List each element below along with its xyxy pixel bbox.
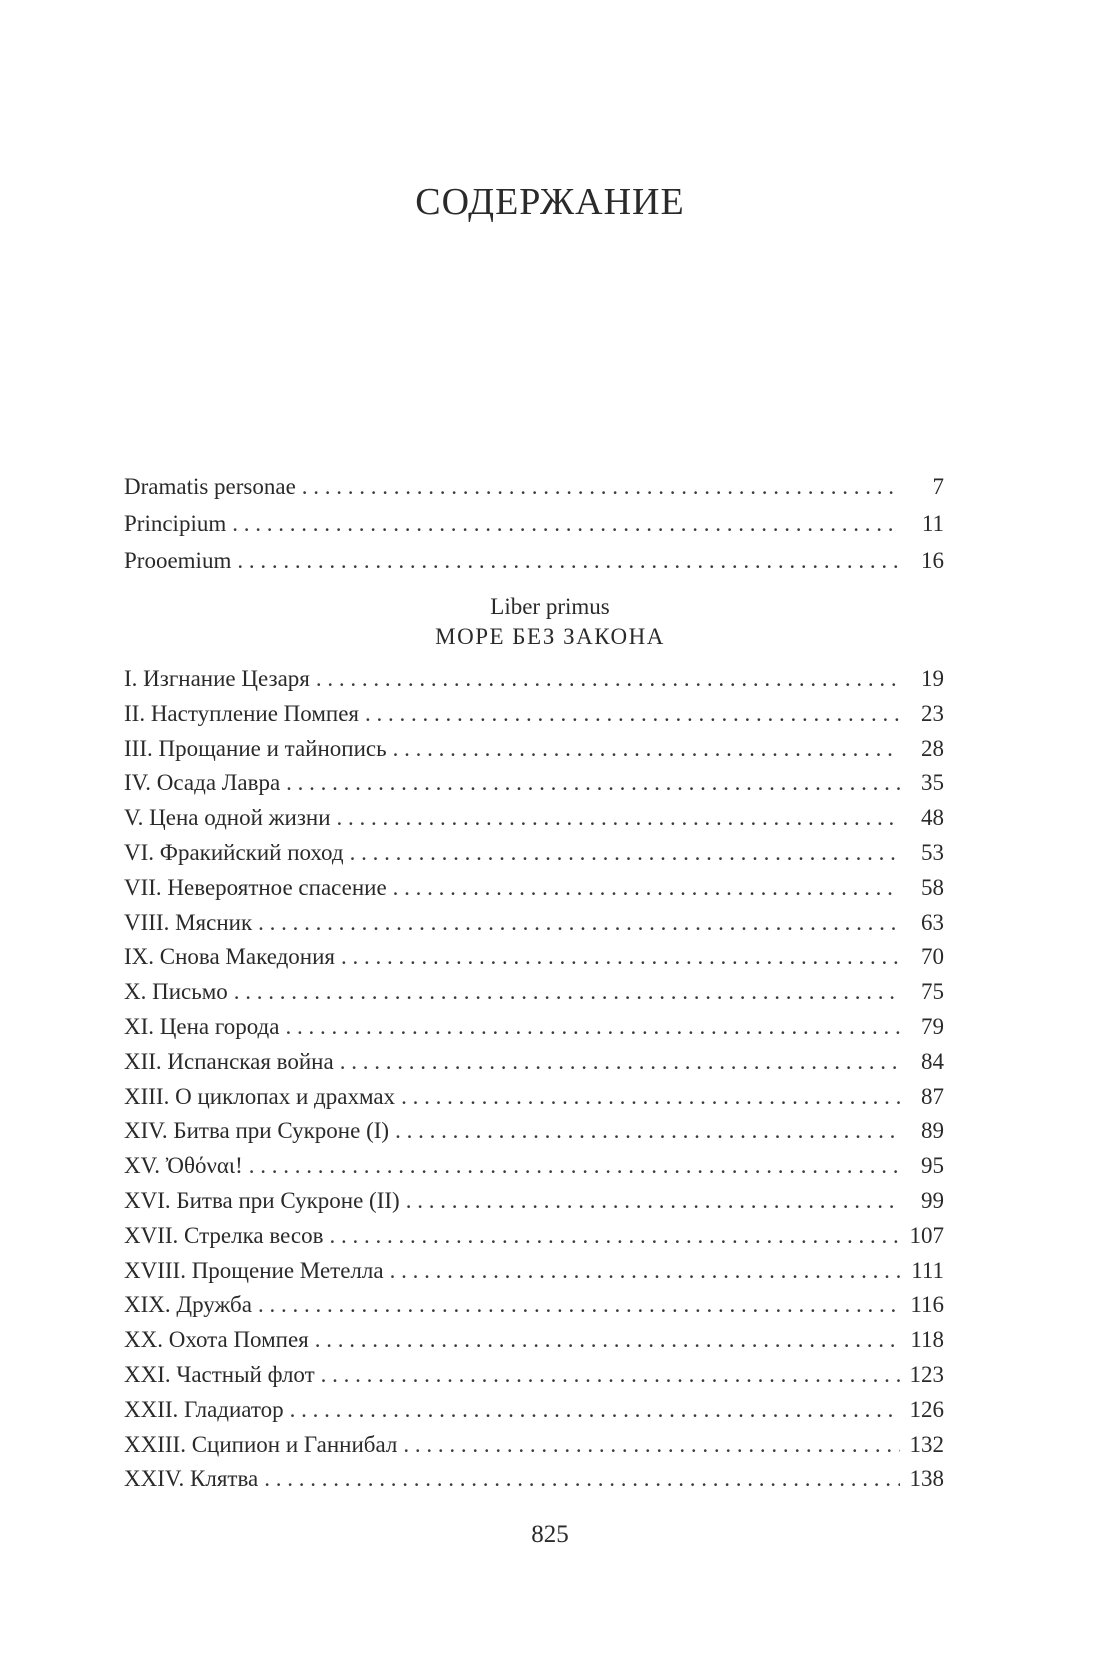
toc-entry-title: III. Прощание и тайнопись xyxy=(124,735,387,761)
toc-entry-page: 116 xyxy=(910,1292,944,1318)
toc-entry-page: 138 xyxy=(909,1466,944,1492)
page-title: СОДЕРЖАНИЕ xyxy=(415,181,685,223)
toc-entry-title: XXIII. Сципион и Ганнибал xyxy=(124,1431,398,1457)
toc-entry-page: 95 xyxy=(921,1153,944,1179)
toc-entry[interactable] xyxy=(124,1462,944,1496)
toc-entry-title: XVII. Стрелка весов xyxy=(124,1222,324,1248)
toc-entry[interactable] xyxy=(124,940,944,974)
toc-entry[interactable] xyxy=(124,470,944,504)
dot-leader xyxy=(258,906,900,940)
dot-leader xyxy=(403,1428,900,1462)
toc-entry-title: Prooemium xyxy=(124,548,232,573)
toc-entry[interactable] xyxy=(124,1045,944,1079)
toc-entry-page: 111 xyxy=(911,1257,944,1283)
dot-leader xyxy=(316,662,900,696)
toc-entry-title: XXIV. Клятва xyxy=(124,1466,259,1492)
toc-entry[interactable] xyxy=(124,697,944,731)
toc-entry[interactable] xyxy=(124,1010,944,1044)
toc-entry-title: XIV. Битва при Сукроне (I) xyxy=(124,1118,390,1144)
toc-entry-page: 84 xyxy=(921,1048,944,1074)
toc-entry-page: 123 xyxy=(909,1362,944,1387)
toc-entry[interactable] xyxy=(124,544,944,578)
dot-leader xyxy=(395,1114,900,1148)
toc-entry-title: VII. Невероятное спасение xyxy=(124,874,387,900)
dot-leader xyxy=(285,1010,900,1044)
dot-leader xyxy=(393,871,900,905)
toc-entry-title: XV. Ὀθόναι! xyxy=(124,1153,243,1179)
dot-leader xyxy=(350,836,900,870)
part-title: МОРЕ БЕЗ ЗАКОНА xyxy=(435,624,665,649)
dot-leader xyxy=(315,1323,900,1357)
dot-leader xyxy=(341,940,900,974)
toc-entry[interactable] xyxy=(124,1149,944,1183)
toc-entry[interactable] xyxy=(124,1254,944,1288)
toc-entry-title: XI. Цена города xyxy=(124,1014,280,1039)
toc-entry-title: VIII. Мясник xyxy=(124,909,253,935)
toc-entry-page: 7 xyxy=(932,474,944,499)
dot-leader xyxy=(286,766,900,800)
dot-leader xyxy=(340,1045,900,1079)
toc-entry-page: 48 xyxy=(921,805,944,831)
part-subtitle: Liber primus xyxy=(490,594,610,619)
toc-entry-title: XVI. Битва при Сукроне (II) xyxy=(124,1188,400,1213)
toc-entry[interactable] xyxy=(124,766,944,800)
toc-entry-page: 99 xyxy=(921,1188,944,1213)
toc-entry-page: 70 xyxy=(921,944,944,970)
toc-entry[interactable] xyxy=(124,1288,944,1322)
toc-entry-page: 118 xyxy=(910,1327,944,1353)
toc-entry-title: V. Цена одной жизни xyxy=(124,805,331,831)
toc-entry[interactable] xyxy=(124,1219,944,1253)
toc-entry-page: 53 xyxy=(921,840,944,865)
dot-leader xyxy=(258,1288,900,1322)
toc-entry-title: XVIII. Прощение Метелла xyxy=(124,1257,384,1283)
dot-leader xyxy=(406,1184,900,1218)
toc-entry-title: XII. Испанская война xyxy=(124,1048,334,1074)
toc-entry-page: 23 xyxy=(921,700,944,726)
dot-leader xyxy=(302,470,900,504)
dot-leader xyxy=(249,1149,900,1183)
toc-entry-page: 126 xyxy=(909,1396,944,1422)
toc-entry-title: XXI. Частный флот xyxy=(124,1362,315,1387)
dot-leader xyxy=(234,975,900,1009)
toc-entry-title: XXII. Гладиатор xyxy=(124,1396,284,1422)
toc-entry-page: 58 xyxy=(921,874,944,900)
toc-entry[interactable] xyxy=(124,1358,944,1392)
toc-entry-title: XIX. Дружба xyxy=(124,1292,252,1318)
toc-entry[interactable] xyxy=(124,1323,944,1357)
toc-entry[interactable] xyxy=(124,1393,944,1427)
dot-leader xyxy=(337,801,900,835)
toc-entry-page: 107 xyxy=(909,1222,944,1248)
dot-leader xyxy=(237,544,900,578)
toc-entry[interactable] xyxy=(124,975,944,1009)
toc-entry[interactable] xyxy=(124,871,944,905)
dot-leader xyxy=(321,1358,900,1392)
toc-entry-page: 19 xyxy=(921,666,944,691)
toc-entry-title: Dramatis personae xyxy=(124,474,296,499)
dot-leader xyxy=(393,732,900,766)
toc-entry-title: Principium xyxy=(124,511,227,536)
toc-entry[interactable] xyxy=(124,836,944,870)
toc-entry[interactable] xyxy=(124,801,944,835)
toc-entry-page: 89 xyxy=(921,1118,944,1144)
toc-entry-title: IV. Осада Лавра xyxy=(124,770,281,796)
toc-entry[interactable] xyxy=(124,662,944,696)
toc-entry-page: 63 xyxy=(921,909,944,935)
toc-entry-page: 11 xyxy=(921,511,944,536)
toc-entry-page: 16 xyxy=(921,548,944,573)
toc-entry-title: XX. Охота Помпея xyxy=(124,1327,309,1353)
toc-entry-page: 28 xyxy=(921,735,944,761)
toc-entry[interactable] xyxy=(124,732,944,766)
toc-entry-page: 35 xyxy=(921,770,944,796)
dot-leader xyxy=(390,1254,900,1288)
toc-entry-title: I. Изгнание Цезаря xyxy=(124,666,310,691)
toc-entry[interactable] xyxy=(124,1428,944,1462)
toc-entry-page: 87 xyxy=(921,1083,944,1109)
dot-leader xyxy=(401,1080,900,1114)
toc-entry-page: 75 xyxy=(921,979,944,1005)
page-number: 825 xyxy=(531,1521,569,1548)
toc-entry[interactable] xyxy=(124,507,944,541)
toc-entry-title: II. Наступление Помпея xyxy=(124,700,359,726)
toc-entry-title: VI. Фракийский поход xyxy=(124,840,344,865)
toc-entry[interactable] xyxy=(124,906,944,940)
dot-leader xyxy=(290,1393,900,1427)
toc-entry[interactable] xyxy=(124,1080,944,1114)
toc-entry-title: XIII. О циклопах и драхмах xyxy=(124,1083,396,1109)
dot-leader xyxy=(365,697,900,731)
toc-entry[interactable] xyxy=(124,1114,944,1148)
toc-entry[interactable] xyxy=(124,1184,944,1218)
dot-leader xyxy=(232,507,900,541)
toc-entry-page: 79 xyxy=(921,1014,944,1039)
toc-entry-title: IX. Снова Македония xyxy=(124,944,335,970)
dot-leader xyxy=(329,1219,900,1253)
toc-entry-title: X. Письмо xyxy=(124,979,228,1005)
toc-entry-page: 132 xyxy=(909,1431,944,1457)
dot-leader xyxy=(264,1462,900,1496)
